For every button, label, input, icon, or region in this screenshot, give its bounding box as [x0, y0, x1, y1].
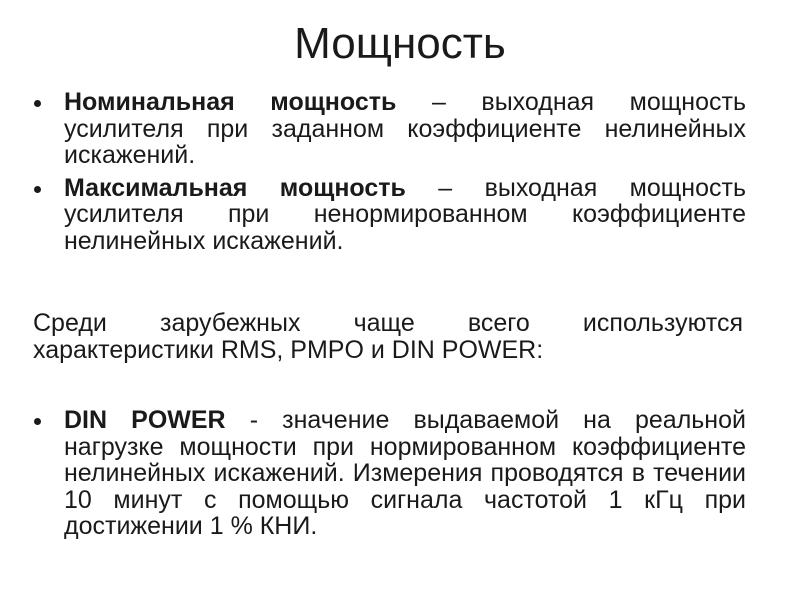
bullet-text: - значение выдаваемой на реальной нагрузке мощности при нормированном коэффициенте нелинейных искажений. Измерения проводятся в течении 10 минут с помощью сигнала частотой 1 кГц при достижении 1 % КНИ. — [64, 406, 746, 540]
bullet-text: – выходная мощность усилителя при ненормированном коэффициенте нелинейных искажений. — [64, 173, 746, 255]
intro-paragraph: Среди зарубежных чаще всего используются характеристики RMS, PMPO и DIN POWER: — [33, 309, 743, 364]
bullet-item-max-power — [64, 175, 746, 255]
bullet-term: DIN POWER — [64, 406, 226, 434]
bullet-term: Максимальная мощность — [64, 173, 406, 202]
bullet-item-din-power — [64, 407, 746, 540]
bullet-text: – выходная мощность усилителя при заданном коэффициенте нелинейных искажений. — [64, 88, 746, 169]
bullet-term: Номинальная мощность — [64, 88, 397, 116]
bullet-list-bottom — [0, 407, 800, 546]
bullet-dot-icon — [34, 418, 41, 425]
bullet-dot-icon — [34, 186, 41, 193]
bullet-item-nominal-power — [64, 89, 746, 169]
bullet-dot-icon — [34, 100, 41, 107]
slide-title: Мощность — [294, 19, 506, 68]
bullet-list-top — [0, 89, 800, 260]
